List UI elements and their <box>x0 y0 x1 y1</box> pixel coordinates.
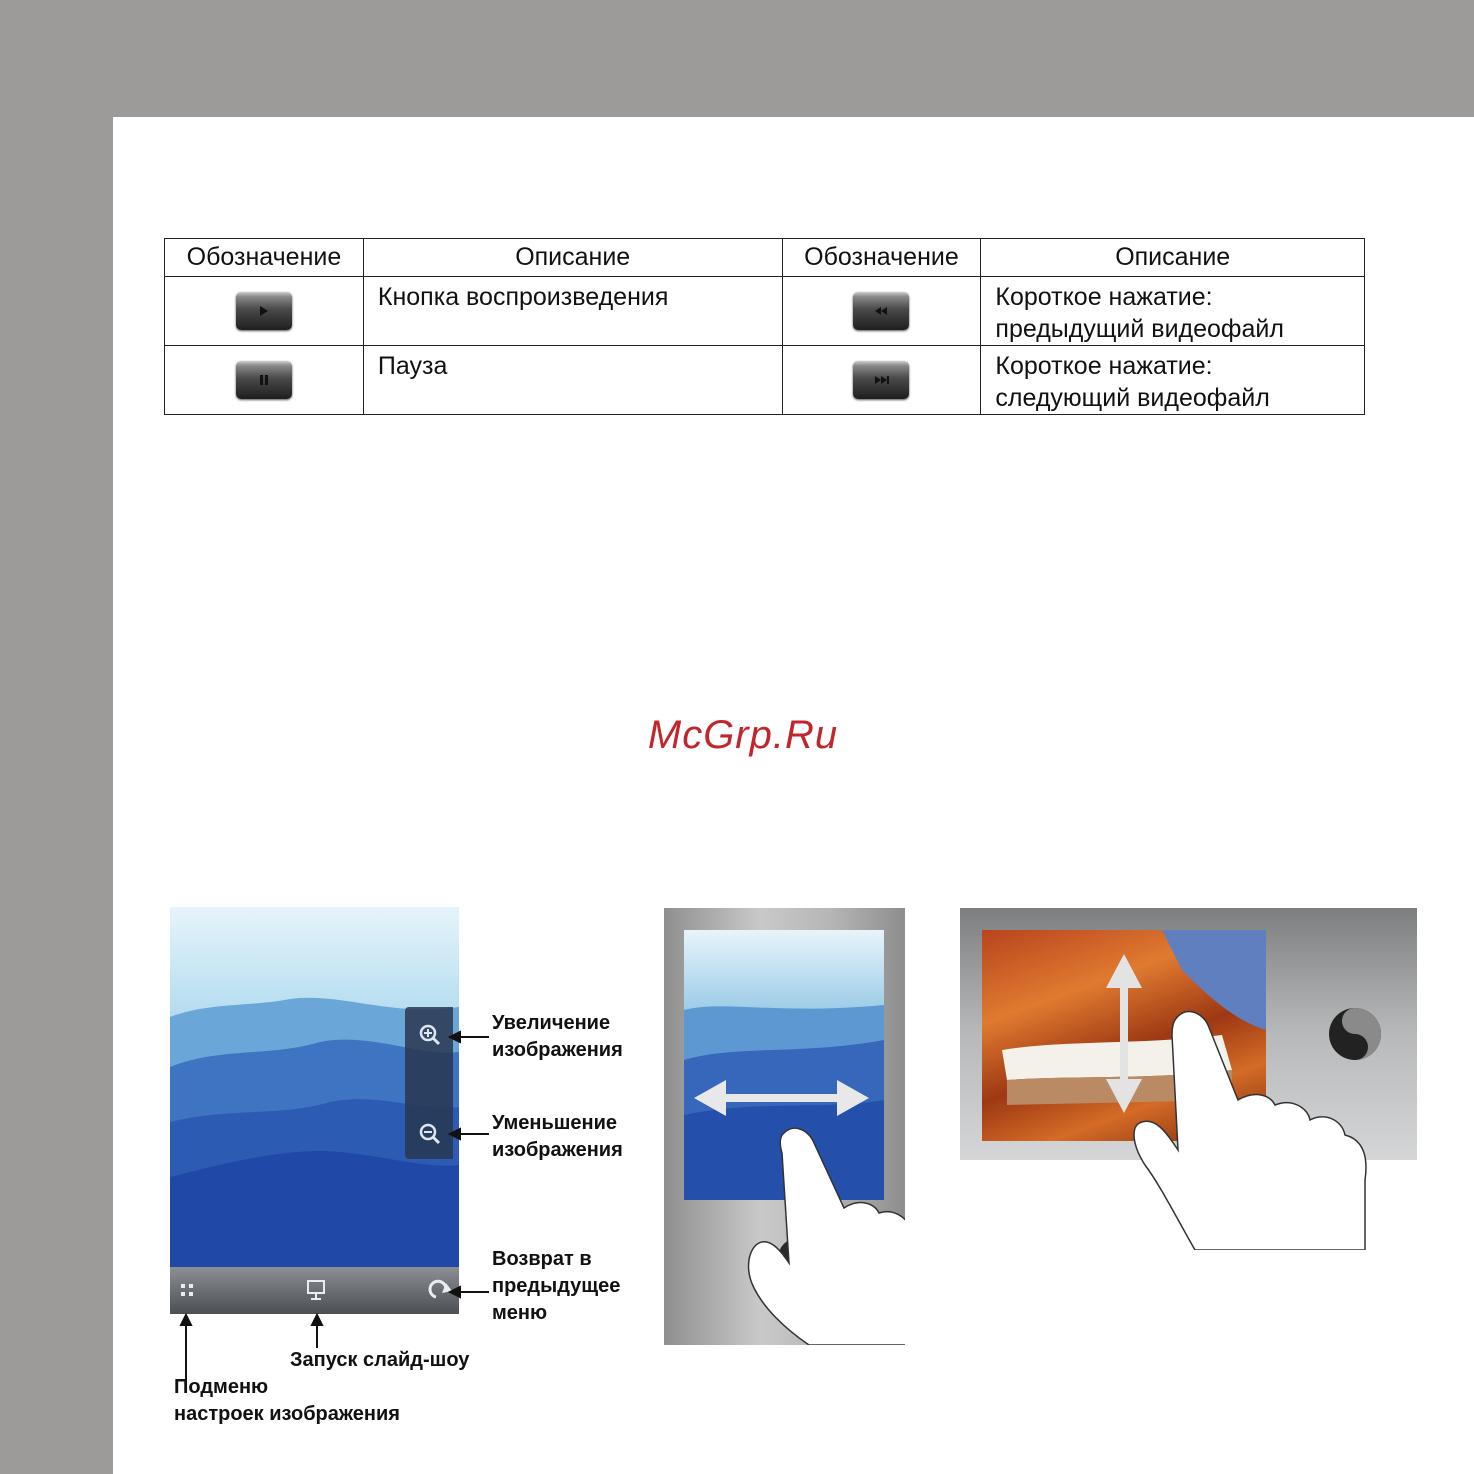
portrait-device-illustration <box>664 908 905 1345</box>
play-description: Кнопка воспроизведения <box>363 277 782 346</box>
hand-gesture-icon-2 <box>1120 1000 1380 1250</box>
watermark: McGrp.Ru <box>647 713 839 757</box>
next-description-line2: следующий видеофайл <box>995 384 1270 412</box>
zoom-in-label-line1: Увеличение <box>492 1012 611 1034</box>
header-symbol-2: Обозначение <box>782 239 981 277</box>
horizontal-swipe-arrow <box>694 1080 869 1116</box>
header-symbol-1: Обозначение <box>165 239 364 277</box>
back-label-line2: предыдущее <box>492 1275 621 1297</box>
previous-description-line1: Короткое нажатие: <box>995 283 1213 311</box>
next-description-line1: Короткое нажатие: <box>995 352 1213 380</box>
submenu-label-line2: настроек изображения <box>174 1403 400 1425</box>
hand-gesture-icon <box>749 1128 905 1345</box>
zoom-out-label-line2: изображения <box>492 1139 623 1161</box>
header-description-2: Описание <box>981 239 1365 277</box>
previous-description-line2: предыдущий видеофайл <box>995 315 1284 343</box>
header-description-1: Описание <box>363 239 782 277</box>
pause-description: Пауза <box>363 346 782 415</box>
slideshow-label: Запуск слайд-шоу <box>290 1349 470 1371</box>
submenu-label-line1: Подменю <box>174 1376 269 1398</box>
back-label-line1: Возврат в <box>492 1248 592 1270</box>
back-label-line3: меню <box>492 1302 548 1324</box>
zoom-in-label-line2: изображения <box>492 1039 623 1061</box>
zoom-out-label-line1: Уменьшение <box>492 1112 618 1134</box>
